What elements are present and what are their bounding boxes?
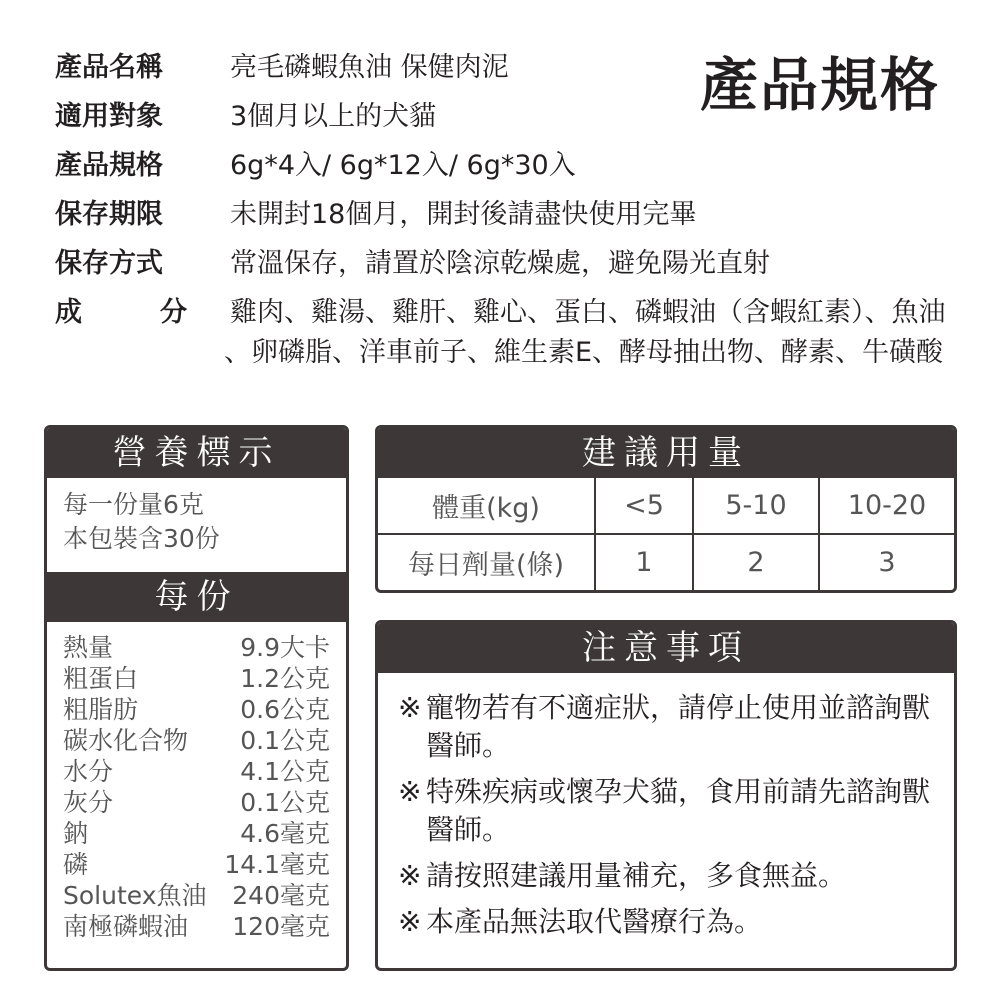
serving-size: 每一份量6克 <box>63 490 204 519</box>
nutrition-rows <box>47 622 346 942</box>
spec-row-storage <box>55 244 955 284</box>
nutrient-value: 4.6毫克 <box>240 819 330 848</box>
nutrition-header: 營養標示 <box>47 428 346 478</box>
nutrient-name: 熱量 <box>63 633 114 662</box>
nutrient-name: 粗蛋白 <box>63 664 139 693</box>
reference-mark-icon: ※ <box>398 775 422 808</box>
spec-label: 產品名稱 <box>55 52 163 83</box>
spec-value <box>230 244 955 284</box>
notes-box <box>375 620 957 971</box>
serving-info <box>47 478 346 572</box>
note-text: 寵物若有不適症狀，請停止使用並諮詢獸醫師。 <box>426 691 931 762</box>
spec-label-char: 分 <box>160 297 187 328</box>
nutrient-value: 240毫克 <box>232 881 330 910</box>
spec-label <box>55 293 187 333</box>
spec-label: 適用對象 <box>55 101 163 132</box>
notes-header: 注意事項 <box>378 623 954 673</box>
nutrient-name: 磷 <box>63 850 89 879</box>
spec-row-name <box>55 48 955 88</box>
spec-list <box>55 48 955 382</box>
page-title: 產品規格 <box>700 51 941 119</box>
nutrient-value: 120毫克 <box>232 912 330 941</box>
dosage-header: 建議用量 <box>378 428 954 478</box>
nutrient-value: 4.1公克 <box>240 757 330 786</box>
table-cell: 每日劑量(條) <box>378 534 595 590</box>
spec-label: 保存方式 <box>55 248 163 279</box>
spec-value-line: 、卵磷脂、洋車前子、維生素E、酵母抽出物、酵素、牛磺酸 <box>224 337 944 368</box>
list-item <box>398 903 940 941</box>
nutrient-name: 粗脂肪 <box>63 695 139 724</box>
table-cell: 10-20 <box>819 478 954 534</box>
table-row <box>378 534 954 590</box>
nutrient-name: 灰分 <box>63 788 114 817</box>
table-cell: 2 <box>693 534 819 590</box>
nutrient-value: 0.1公克 <box>240 726 330 755</box>
spec-value <box>224 293 955 373</box>
spec-value <box>230 146 955 186</box>
spec-row-size <box>55 146 955 186</box>
table-row <box>378 478 954 534</box>
nutrient-name: 南極磷蝦油 <box>63 912 189 941</box>
spec-label: 產品規格 <box>55 150 163 181</box>
spec-value-line: 未開封18個月，開封後請盡快使用完畢 <box>230 199 697 230</box>
spec-row-shelf-life <box>55 195 955 235</box>
nutrient-value: 0.6公克 <box>240 695 330 724</box>
nutrient-name: 水分 <box>63 757 114 786</box>
spec-label: 保存期限 <box>55 199 163 230</box>
table-cell: <5 <box>595 478 693 534</box>
nutrient-value: 0.1公克 <box>240 788 330 817</box>
table-row <box>63 632 330 663</box>
table-cell: 1 <box>595 534 693 590</box>
table-row <box>63 911 330 942</box>
note-text: 請按照建議用量補充，多食無益。 <box>426 859 847 892</box>
table-row <box>63 818 330 849</box>
nutrient-name: 碳水化合物 <box>63 726 189 755</box>
dosage-box <box>375 425 957 593</box>
spec-value-line: 雞肉、雞湯、雞肝、雞心、蛋白、磷蝦油（含蝦紅素）、魚油 <box>230 297 946 328</box>
spec-value-line: 常溫保存，請置於陰涼乾燥處，避免陽光直射 <box>230 248 770 279</box>
list-item <box>398 773 940 849</box>
nutrient-name: 鈉 <box>63 819 89 848</box>
per-serving-header: 每份 <box>47 572 346 622</box>
list-item <box>398 857 940 895</box>
table-row <box>63 756 330 787</box>
list-item <box>398 689 940 765</box>
reference-mark-icon: ※ <box>398 691 422 724</box>
nutrient-value: 9.9大卡 <box>240 633 330 662</box>
nutrient-value: 14.1毫克 <box>224 850 330 879</box>
table-row <box>63 880 330 911</box>
spec-row-ingredients <box>55 293 955 373</box>
table-row <box>63 694 330 725</box>
spec-value <box>230 195 955 235</box>
note-text: 本產品無法取代醫療行為。 <box>426 905 763 938</box>
table-cell: 5-10 <box>693 478 819 534</box>
note-text: 特殊疾病或懷孕犬貓，食用前請先諮詢獸醫師。 <box>426 775 931 846</box>
spec-value-line: 亮毛磷蝦魚油 保健肉泥 <box>230 52 509 83</box>
table-row <box>63 849 330 880</box>
table-row <box>63 663 330 694</box>
nutrient-value: 1.2公克 <box>240 664 330 693</box>
spec-value <box>230 97 955 137</box>
reference-mark-icon: ※ <box>398 905 422 938</box>
reference-mark-icon: ※ <box>398 859 422 892</box>
dosage-table <box>378 478 954 590</box>
notes-list <box>378 673 954 941</box>
servings-per-pack: 本包裝含30份 <box>63 524 220 553</box>
table-cell: 體重(kg) <box>378 478 595 534</box>
spec-label-char: 成 <box>55 297 82 328</box>
table-row <box>63 725 330 756</box>
spec-value <box>230 48 955 88</box>
table-row <box>63 787 330 818</box>
nutrition-box <box>44 425 349 971</box>
spec-row-target <box>55 97 955 137</box>
spec-value-line: 6g*4入/ 6g*12入/ 6g*30入 <box>230 150 576 181</box>
spec-value-line: 3個月以上的犬貓 <box>230 101 437 132</box>
table-cell: 3 <box>878 547 896 578</box>
nutrient-name: Solutex魚油 <box>63 881 207 910</box>
